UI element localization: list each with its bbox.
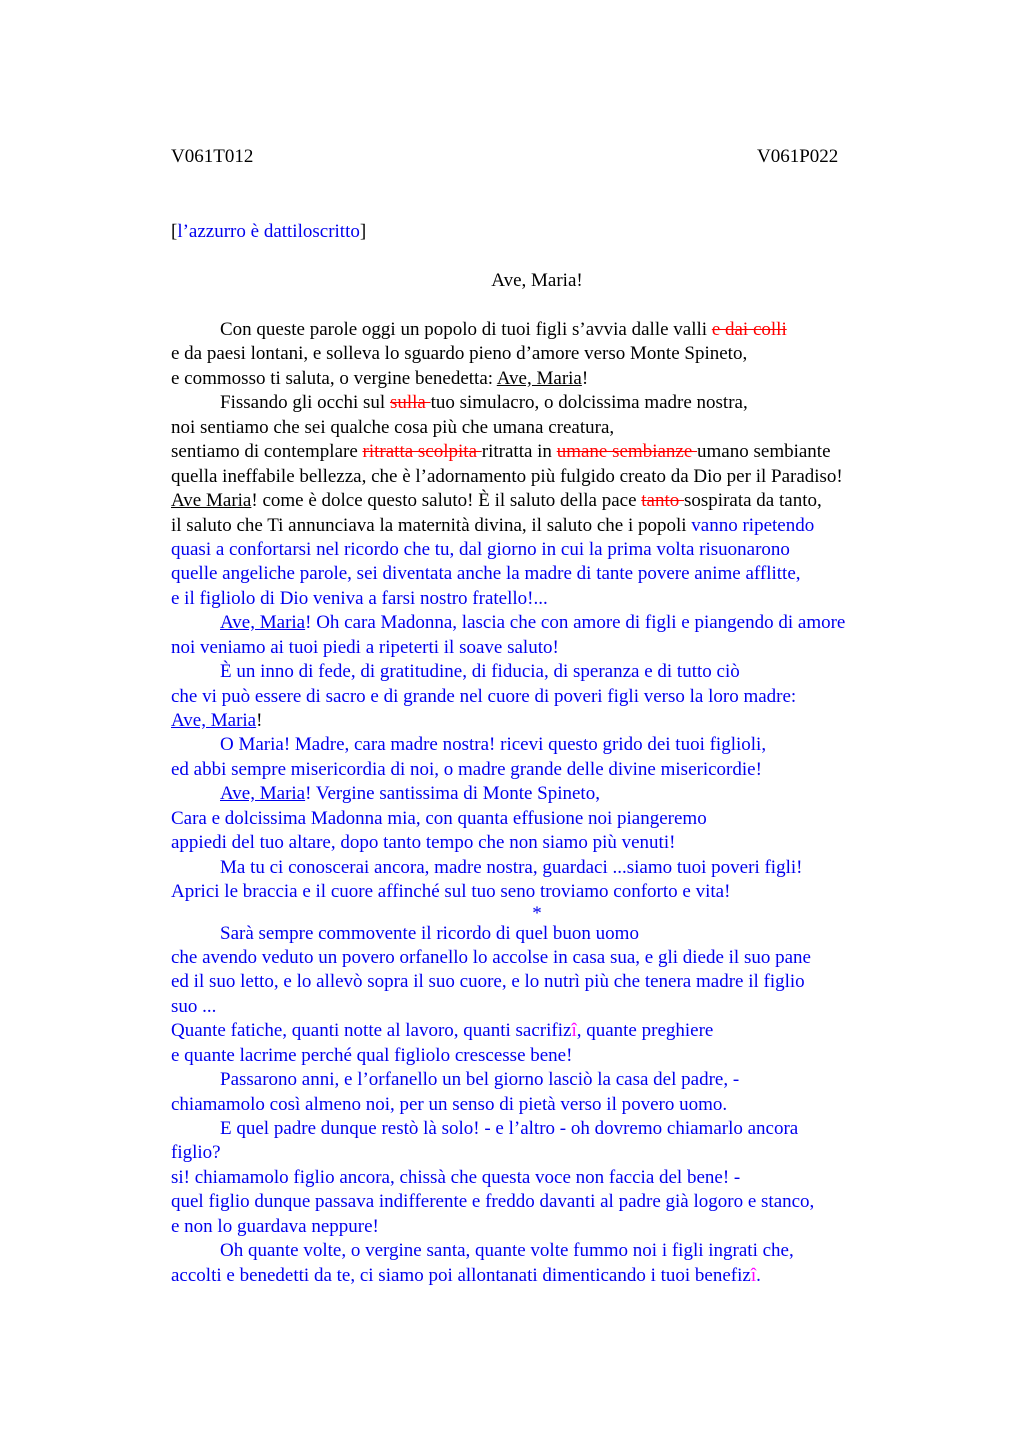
text-line: e non lo guardava neppure!: [171, 1215, 379, 1237]
text-line: e da paesi lontani, e solleva lo sguardo pieno d’amore verso Monte Spineto,: [171, 343, 748, 365]
text-segment: Con queste parole oggi un popolo di tuoi figli s’avvia dalle valli: [220, 319, 712, 340]
text-segment: Fissando gli occhi sul: [220, 392, 390, 414]
text-line: [171, 782, 931, 806]
text-line: noi veniamo ai tuoi piedi a ripeterti il soave saluto!: [171, 636, 559, 658]
deleted-text: umane sembianze: [556, 441, 698, 463]
text-line: [171, 391, 931, 415]
text-segment: ritratta in: [481, 441, 557, 463]
text-line: quel figlio dunque passava indifferente e freddo davanti al padre già logoro e stanco,: [171, 1191, 815, 1213]
section-separator: *: [532, 902, 542, 924]
underlined-text: Ave, Maria: [171, 710, 257, 731]
note-bracket-close: ]: [359, 221, 367, 242]
text-segment: Quante fatiche, quanti notte al lavoro, quanti sacrifiz: [171, 1020, 572, 1042]
underlined-text: Ave Maria: [171, 490, 252, 512]
text-line: Cara e dolcissima Madonna mia, con quanta effusione noi piangeremo: [171, 807, 707, 829]
text-line: ed abbi sempre misericordia di noi, o madre grande delle divine misericordie!: [171, 758, 762, 780]
text-line: E quel padre dunque restò là solo! - e l’altro - oh dovremo chiamarlo ancora: [220, 1118, 799, 1139]
text-line: quelle angeliche parole, sei diventata anche la madre di tante povere anime afflitte,: [171, 563, 801, 585]
note-text: l’azzurro è dattiloscritto: [177, 221, 360, 242]
text-line: noi sentiamo che sei qualche cosa più che umana creatura,: [171, 416, 615, 438]
text-line: Oh quante volte, o vergine santa, quante volte fummo noi i figli ingrati che,: [220, 1240, 794, 1262]
text-line: quasi a confortarsi nel ricordo che tu, dal giorno in cui la prima volta risuonarono: [171, 538, 790, 560]
text-line: che vi può essere di sacro e di grande nel cuore di poveri figli verso la loro madre:: [171, 685, 797, 707]
text-line: [171, 514, 931, 538]
document-code-right: V061P022: [757, 146, 839, 167]
text-line: e il figliolo di Dio veniva a farsi nostro fratello!...: [171, 587, 548, 609]
text-line: Passarono anni, e l’orfanello un bel giorno lasciò la casa del padre, -: [220, 1069, 740, 1091]
editorial-note: [171, 221, 366, 243]
text-segment: e commosso ti saluta, o vergine benedetta:: [171, 367, 497, 389]
text-line: Ma tu ci conoscerai ancora, madre nostra, guardaci ...siamo tuoi poveri figli!: [220, 856, 803, 878]
text-line: suo ...: [171, 995, 217, 1017]
text-segment: , quante preghiere: [576, 1020, 714, 1042]
deleted-text: e dai colli: [711, 319, 787, 340]
deleted-text: tanto: [641, 490, 685, 512]
text-line: [171, 367, 931, 391]
text-line: [171, 489, 931, 513]
note-bracket-open: [: [171, 221, 178, 242]
text-line: [171, 611, 931, 635]
text-segment: tuo simulacro, o dolcissima madre nostra,: [430, 392, 748, 414]
deleted-text: ritratta scolpita: [362, 441, 482, 463]
text-line: È un inno di fede, di gratitudine, di fiducia, di speranza e di tutto ciò: [220, 661, 740, 683]
typed-text: vanno ripetendo: [691, 514, 815, 536]
text-segment: accolti e benedetti da te, ci siamo poi allontanati dimenticando i tuoi benefiz: [171, 1264, 751, 1286]
text-line: [171, 709, 931, 733]
text-segment: sospirata da tanto,: [684, 490, 822, 512]
text-segment: !: [581, 367, 589, 389]
text-segment: il saluto che Ti annunciava la maternità divina, il saluto che i popoli: [171, 514, 692, 536]
text-segment: .: [756, 1264, 761, 1286]
text-segment: ! Vergine santissima di Monte Spineto,: [305, 783, 600, 805]
text-segment: !: [256, 710, 263, 731]
text-segment: sentiamo di contemplare: [171, 441, 363, 463]
text-line: che avendo veduto un povero orfanello lo accolse in casa sua, e gli diede il suo pane: [171, 946, 811, 968]
page-title: Ave, Maria!: [491, 270, 583, 291]
text-segment: ! Oh cara Madonna, lascia che con amore di figli e piangendo di amore: [305, 612, 846, 634]
underlined-text: Ave, Maria: [220, 783, 306, 805]
text-line: e quante lacrime perché qual figliolo crescesse bene!: [171, 1044, 573, 1066]
text-line: [171, 318, 931, 342]
text-line: O Maria! Madre, cara madre nostra! ricevi questo grido dei tuoi figlioli,: [220, 734, 767, 756]
document-code-left: V061T012: [171, 146, 254, 167]
text-line: ed il suo letto, e lo allevò sopra il suo cuore, e lo nutrì più che tenera madre il figlio: [171, 971, 805, 993]
text-line: chiamamolo così almeno noi, per un senso di pietà verso il povero uomo.: [171, 1093, 728, 1115]
text-segment: umano sembiante: [697, 441, 831, 463]
underlined-text: Ave, Maria: [220, 612, 306, 634]
deleted-text: sulla: [389, 392, 431, 414]
text-line: quella ineffabile bellezza, che è l’adornamento più fulgido creato da Dio per il Paradiso!: [171, 465, 843, 487]
text-line: si! chiamamolo figlio ancora, chissà che questa voce non faccia del bene! -: [171, 1166, 741, 1188]
body-text: [171, 318, 931, 1288]
text-line: [171, 1264, 931, 1288]
text-line: [171, 440, 931, 464]
text-line: Aprici le braccia e il cuore affinché sul tuo seno troviamo conforto e vita!: [171, 881, 731, 903]
text-line: figlio?: [171, 1142, 221, 1164]
text-segment: ! come è dolce questo saluto! È il saluto della pace: [251, 490, 642, 512]
text-line: Sarà sempre commovente il ricordo di quel buon uomo: [220, 922, 639, 944]
text-line: appiedi del tuo altare, dopo tanto tempo che non siamo più venuti!: [171, 832, 676, 854]
accent-mark: î: [750, 1264, 757, 1286]
text-line: [171, 1019, 931, 1043]
underlined-text: Ave, Maria: [496, 367, 582, 389]
accent-mark: î: [571, 1020, 577, 1042]
